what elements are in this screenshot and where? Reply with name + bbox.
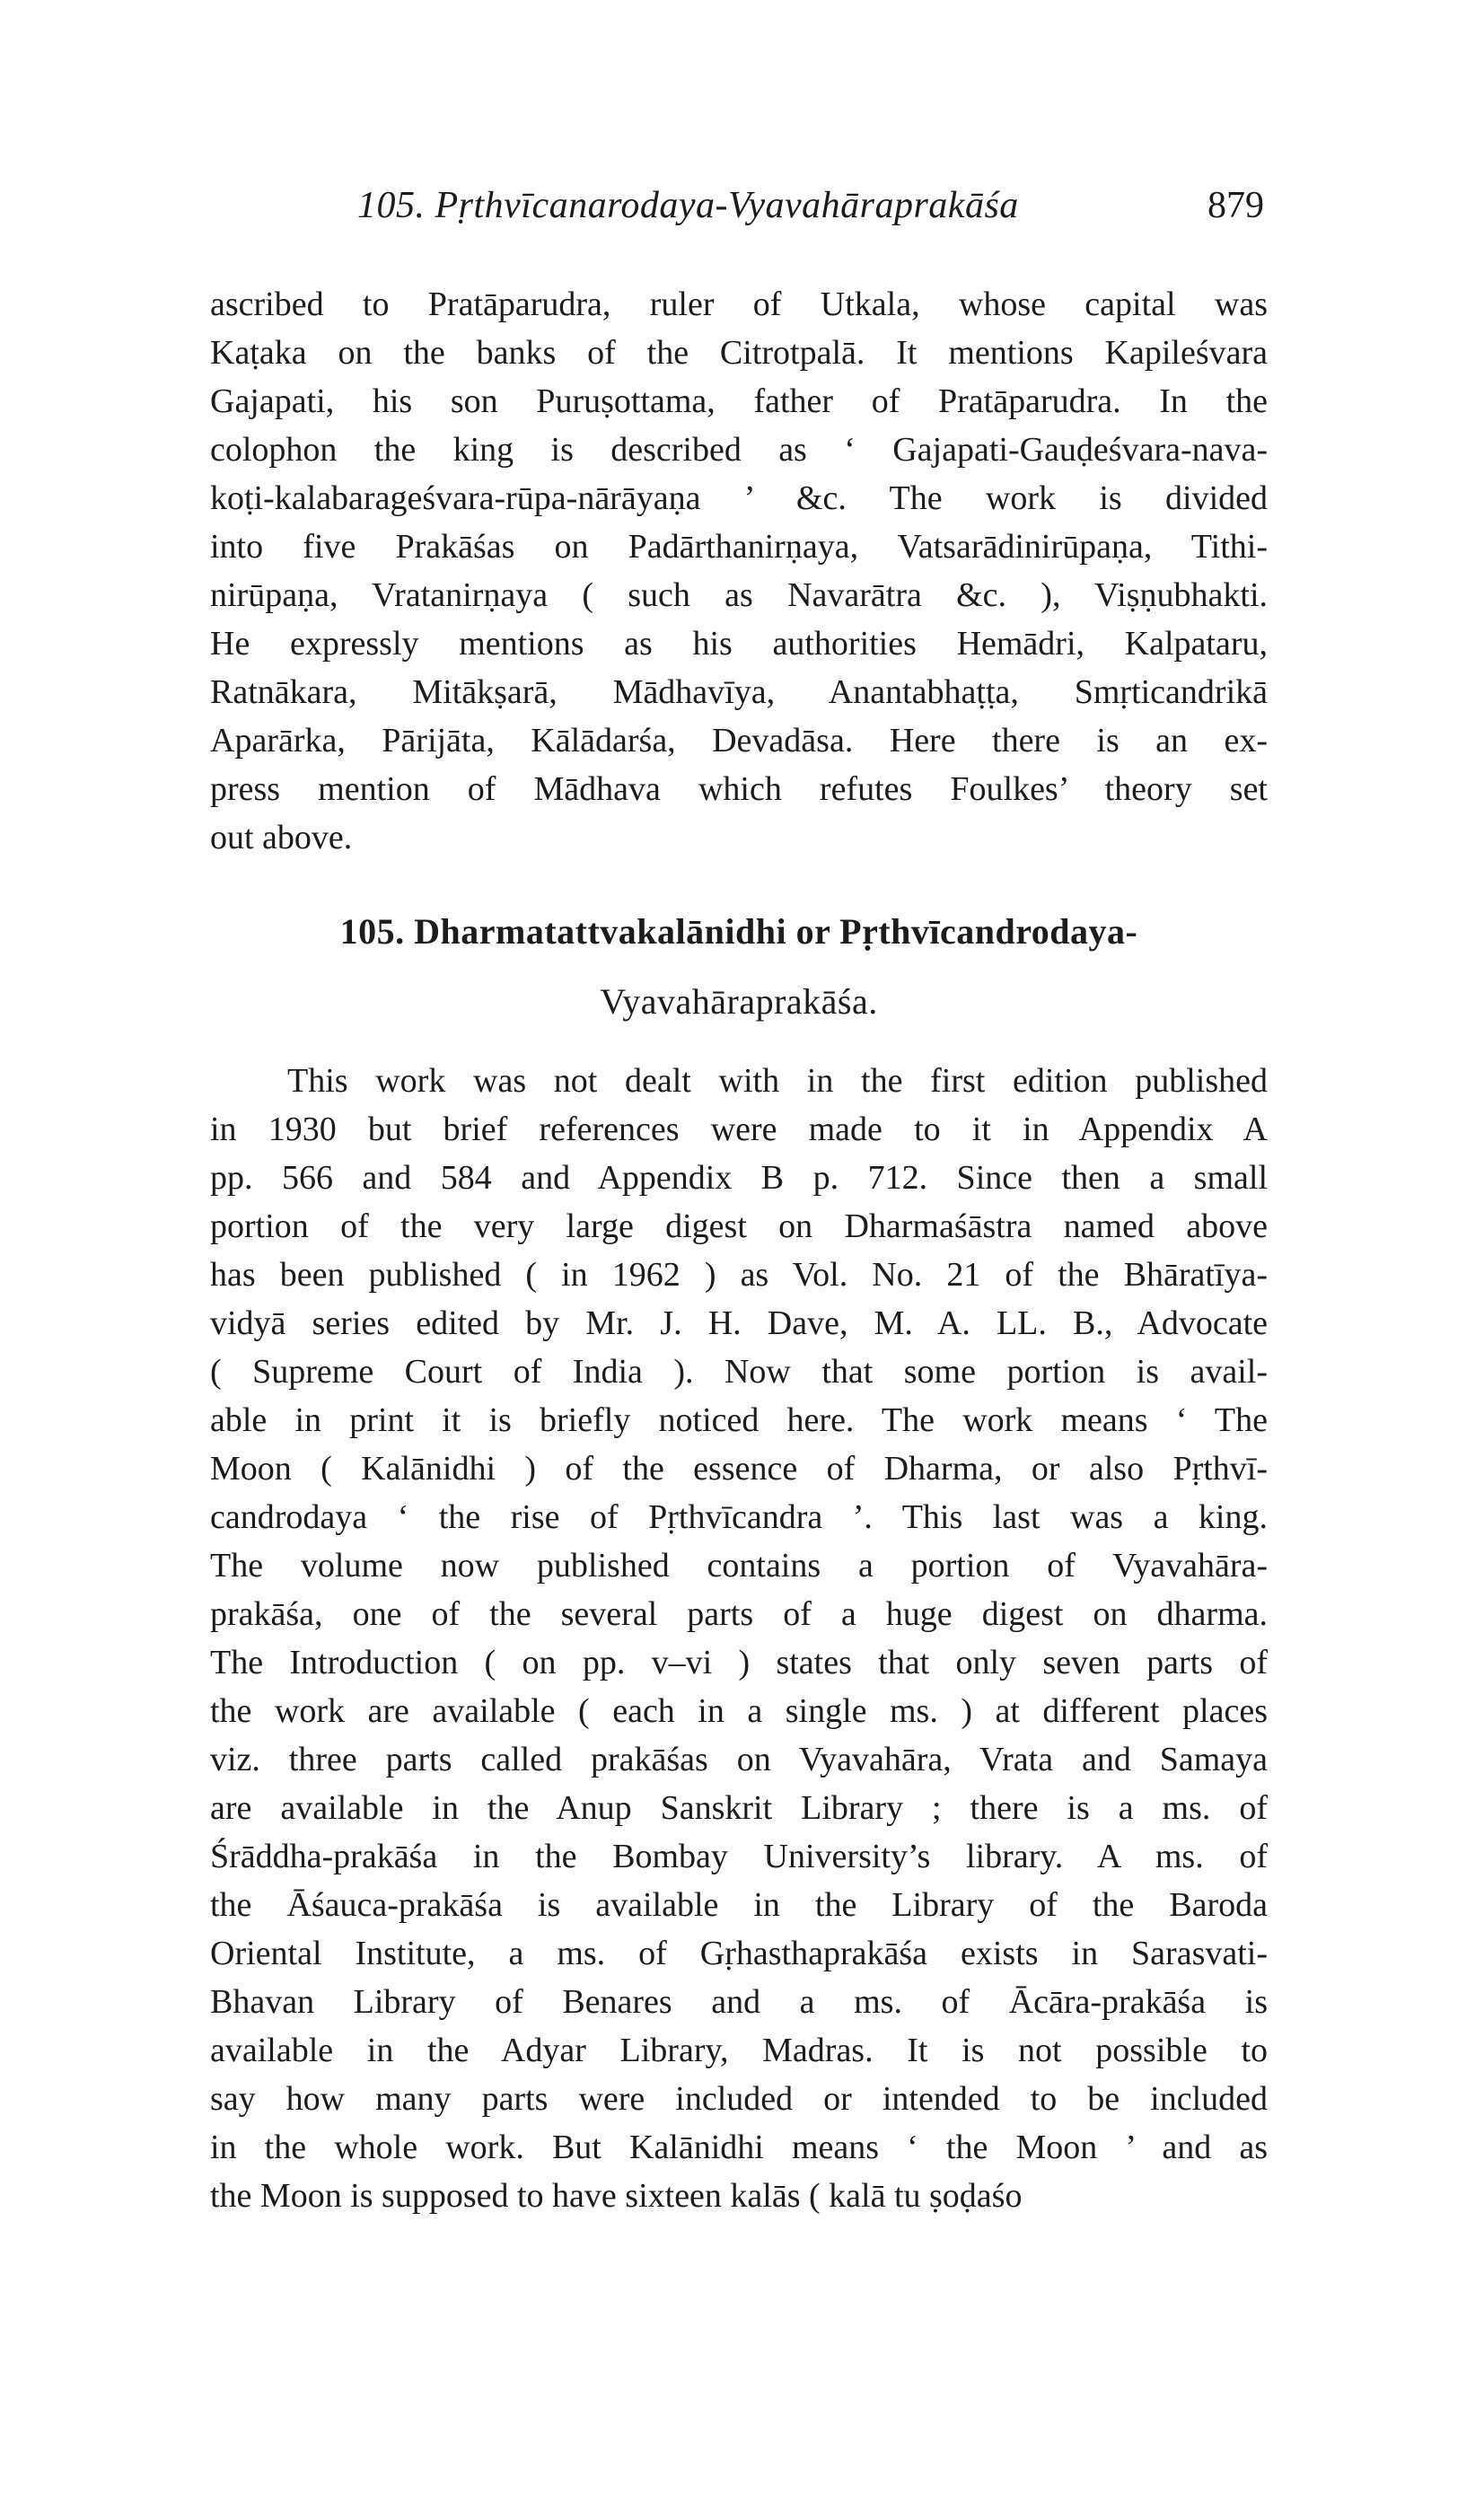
text-line: This work was not dealt with in the first edition published	[287, 1062, 1268, 1100]
text-line: vidyā series edited by Mr. J. H. Dave, M. A. LL. B., Advocate	[210, 1304, 1268, 1342]
text-line: in the whole work. But Kalānidhi means ‘ the Moon ’ and as	[210, 2129, 1268, 2166]
text-line: the work are available ( each in a single ms. ) at different places	[210, 1692, 1268, 1730]
text-line: Moon ( Kalānidhi ) of the essence of Dharma, or also Pṛthvī-	[210, 1450, 1268, 1488]
section-heading-line-1: 105. Dharmatattvakalānidhi or Pṛthvīcandrodaya-	[339, 911, 1138, 952]
text-line: has been published ( in 1962 ) as Vol. No. 21 of the Bhāratīya-	[210, 1256, 1268, 1294]
text-line: Aparārka, Pārijāta, Kālādarśa, Devadāsa. Here there is an ex-	[210, 722, 1268, 759]
text-line: the Āśauca-prakāśa is available in the Library of the Baroda	[210, 1886, 1268, 1924]
text-line: the Moon is supposed to have sixteen kalās ( kalā tu ṣoḍaśo	[210, 2177, 1023, 2215]
text-line: viz. three parts called prakāśas on Vyavahāra, Vrata and Samaya	[210, 1741, 1268, 1778]
text-line: are available in the Anup Sanskrit Library ; there is a ms. of	[210, 1789, 1268, 1827]
text-line: in 1930 but brief references were made to it in Appendix A	[210, 1111, 1268, 1148]
text-line: Oriental Institute, a ms. of Gṛhasthaprakāśa exists in Sarasvati-	[210, 1935, 1268, 1972]
running-title: 105. Pṛthvīcanarodaya-Vyavahāraprakāśa	[357, 185, 1019, 226]
text-line: Kaṭaka on the banks of the Citrotpalā. It mentions Kapileśvara	[210, 334, 1268, 372]
text-line: koṭi-kalabarageśvara-rūpa-nārāyaṇa ’ &c. The work is divided	[210, 479, 1268, 517]
text-line: Ratnākara, Mitākṣarā, Mādhavīya, Anantabhaṭṭa, Smṛticandrikā	[210, 673, 1268, 711]
running-header	[357, 184, 1264, 238]
text-line: portion of the very large digest on Dharmaśāstra named above	[210, 1207, 1268, 1245]
text-line: press mention of Mādhava which refutes Foulkes’ theory set	[210, 770, 1268, 808]
text-line: prakāśa, one of the several parts of a huge digest on dharma.	[210, 1595, 1268, 1633]
text-line: ( Supreme Court of India ). Now that some portion is avail-	[210, 1353, 1268, 1391]
text-line: Bhavan Library of Benares and a ms. of Ācāra-prakāśa is	[210, 1983, 1268, 2021]
section-heading-line-2: Vyavahāraprakāśa.	[600, 981, 878, 1022]
text-line: Gajapati, his son Puruṣottama, father of Pratāparudra. In the	[210, 382, 1268, 420]
text-line: The Introduction ( on pp. v–vi ) states that only seven parts of	[210, 1644, 1268, 1681]
text-line: into five Prakāśas on Padārthanirṇaya, Vatsarādinirūpaṇa, Tithi-	[210, 528, 1268, 566]
text-line: pp. 566 and 584 and Appendix B p. 712. Since then a small	[210, 1159, 1268, 1197]
text-line: Śrāddha-prakāśa in the Bombay University’s library. A ms. of	[210, 1838, 1268, 1875]
text-line: out above.	[210, 819, 353, 856]
text-line: ascribed to Pratāparudra, ruler of Utkala, whose capital was	[210, 285, 1268, 323]
text-line: candrodaya ‘ the rise of Pṛthvīcandra ’. This last was a king.	[210, 1498, 1268, 1536]
text-line: say how many parts were included or intended to be included	[210, 2080, 1268, 2118]
text-line: able in print it is briefly noticed here. The work means ‘ The	[210, 1401, 1268, 1439]
paragraph-2	[210, 1057, 1268, 2220]
text-line: available in the Adyar Library, Madras. It is not possible to	[210, 2032, 1268, 2069]
text-line: The volume now published contains a portion of Vyavahāra-	[210, 1547, 1268, 1585]
paragraph-1	[210, 280, 1268, 862]
page-number: 879	[1207, 185, 1264, 226]
text-line: nirūpaṇa, Vratanirṇaya ( such as Navarātra &c. ), Viṣṇubhakti.	[210, 576, 1268, 614]
text-line: He expressly mentions as his authorities Hemādri, Kalpataru,	[210, 625, 1268, 663]
text-line: colophon the king is described as ‘ Gajapati-Gauḍeśvara-nava-	[210, 431, 1268, 469]
